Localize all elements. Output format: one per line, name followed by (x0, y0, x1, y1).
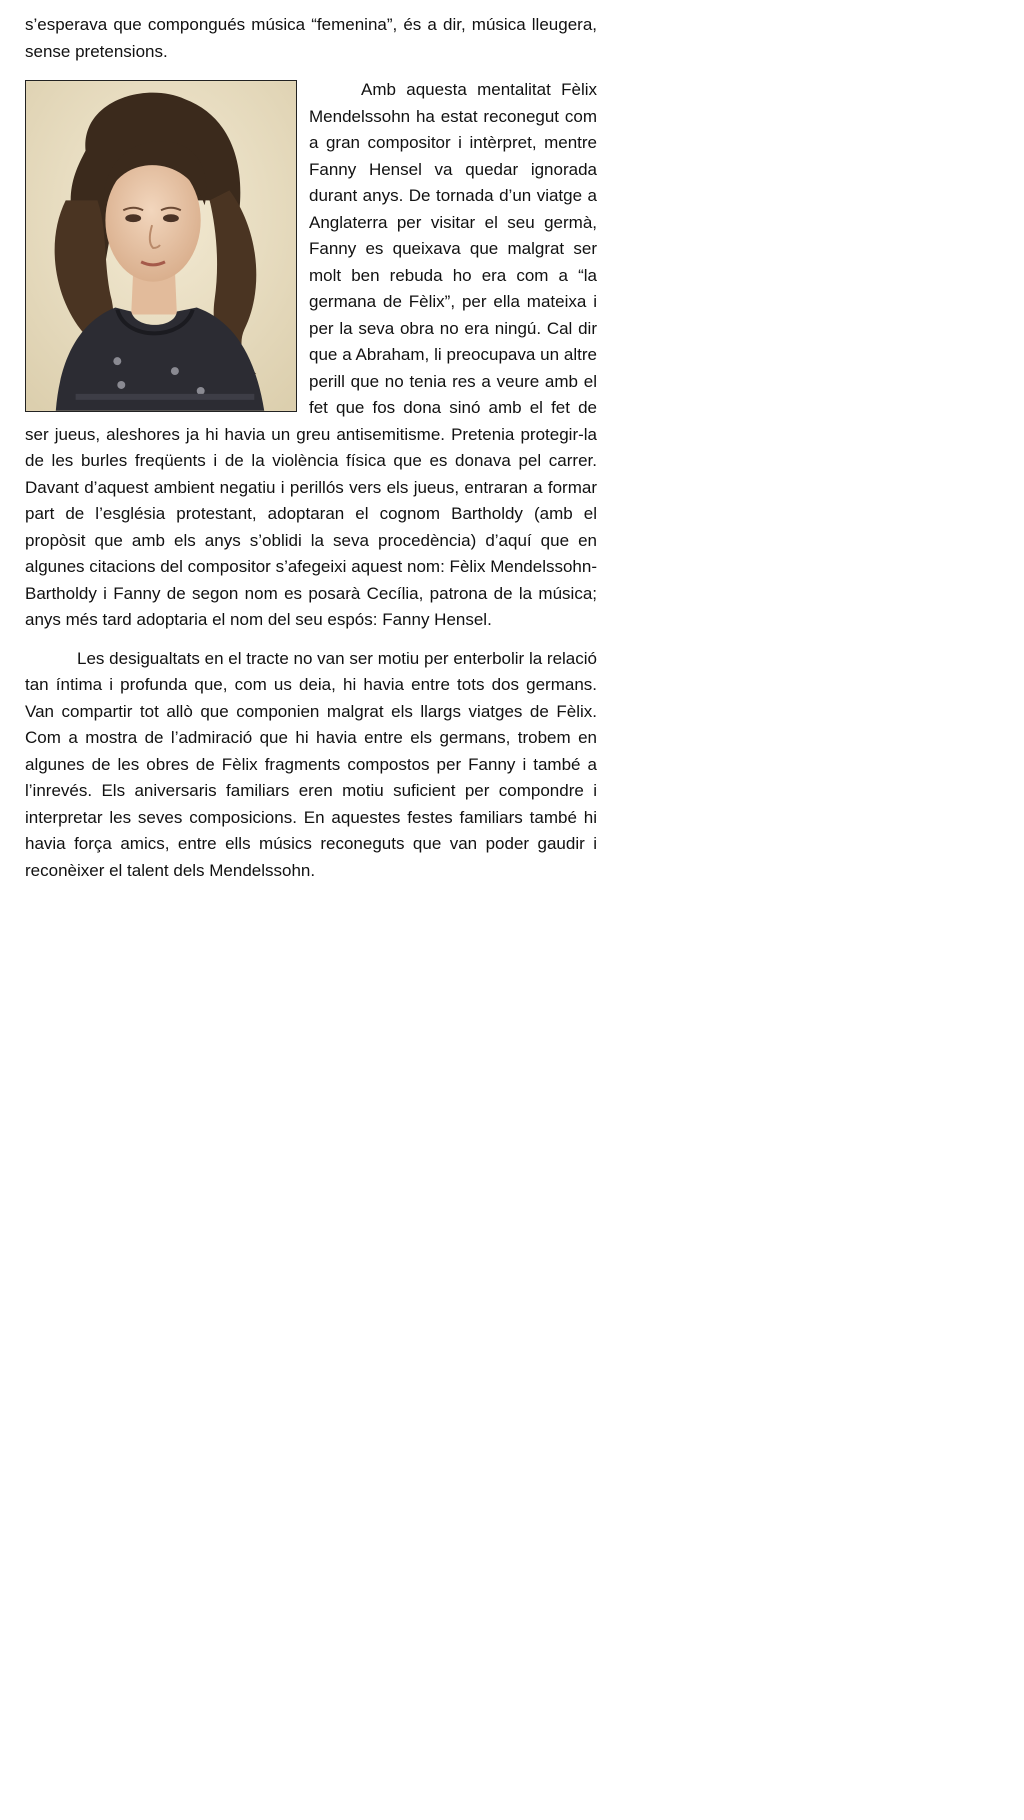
portrait-painting-icon (26, 81, 296, 411)
paragraph-2: Amb aquesta mentalitat Fèlix Mendelssohn ha estat reconegut com a gran compositor i intèrpret, mentre Fanny Hensel va quedar ignorada durant anys. De tornada d’un viatge a Anglaterra per visitar el seu germà, Fanny es queixava que malgrat ser molt ben rebuda ho era com a “la germana de Fèlix”, per ella mateixa i per la seva obra no era ningú. Cal dir que a Abraham, li preocupava un altre perill que no tenia res a veure amb el fet que fos dona sinó amb el fet de ser jueus, aleshores ja hi havia un greu antisemitisme. Pretenia protegir-la de les burles freqüents i de la violència física que es donava pel carrer. Davant d’aquest ambient negatiu i perillós vers els jueus, entraran a formar part de l’església protestant, adoptaran el cognom Bartholdy (amb el propòsit que amb els anys s’oblidi la seva procedència) d’aquí que en algunes citacions del compositor s’afegeixi aquest nom: Fèlix Mendelssohn-Bartholdy i Fanny de segon nom es posarà Cecília, patrona de la música; anys més tard adoptaria el nom del seu espós: Fanny Hensel. (25, 80, 597, 629)
paragraph-1: s’esperava que compongués música “femenina”, és a dir, música lleugera, sense pretensions. (25, 15, 597, 61)
paragraph-3: Les desigualtats en el tracte no van ser motiu per enterbolir la relació tan íntima i profunda que, com us deia, hi havia entre tots dos germans. Van compartir tot allò que componien malgrat els llargs viatges de Fèlix. Com a mostra de l’admiració que hi havia entre els germans, trobem en algunes de les obres de Fèlix fragments compostos per Fanny i també a l’inrevés. Els aniversaris familiars eren motiu suficient per compondre i interpretar les seves composicions. En aquestes festes familiars també hi havia força amics, entre ells músics reconeguts que van poder gaudir i reconèixer el talent dels Mendelssohn. (25, 648, 597, 880)
document-page (25, 12, 597, 896)
portrait-image (25, 80, 297, 412)
